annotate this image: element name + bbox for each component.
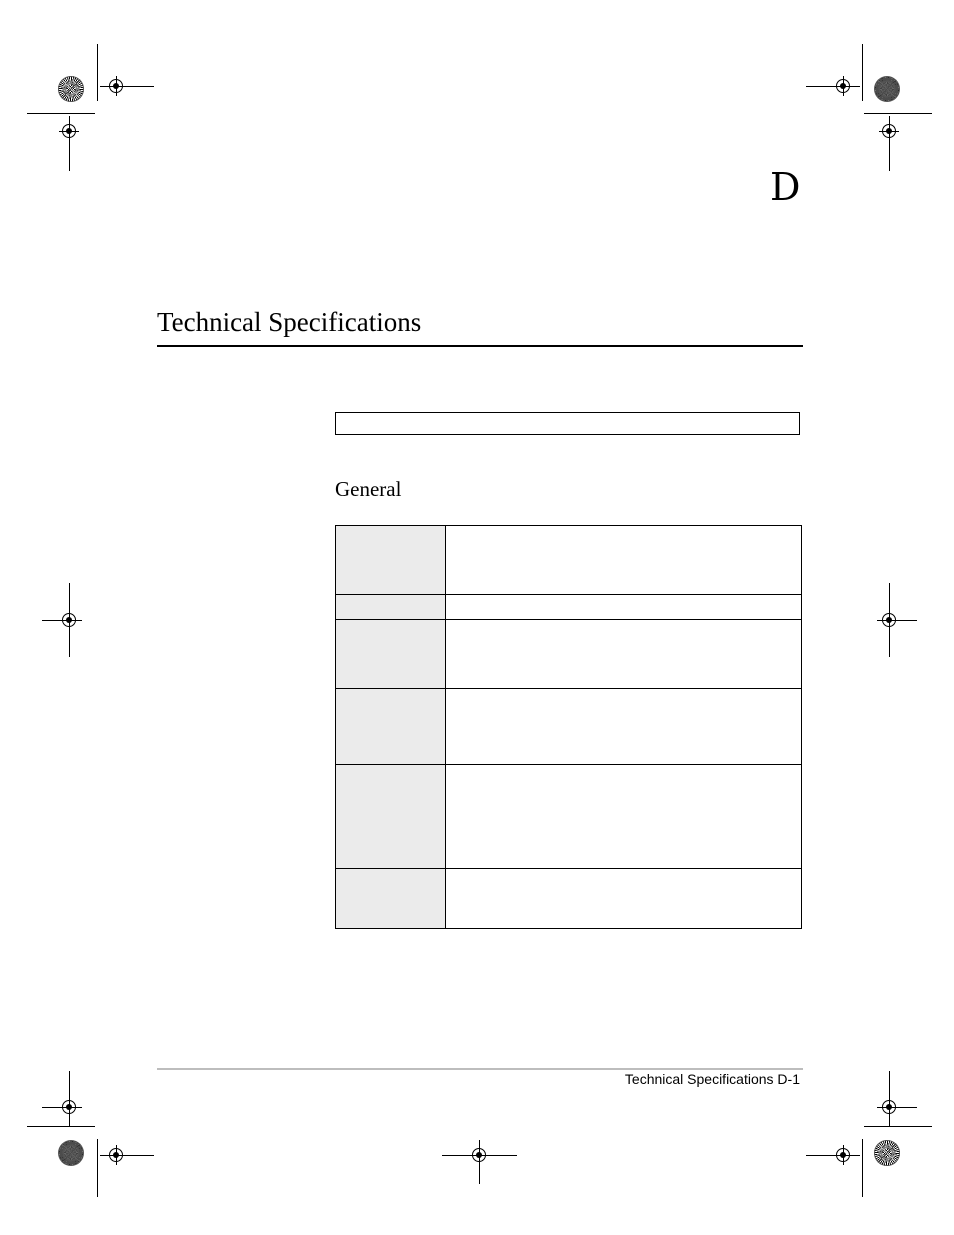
registration-target-icon xyxy=(882,1100,896,1114)
registration-star-icon xyxy=(58,1140,84,1166)
table-row xyxy=(336,620,802,689)
registration-target-icon xyxy=(836,1148,850,1162)
registration-target-icon xyxy=(472,1148,486,1162)
registration-target-icon xyxy=(882,613,896,627)
table-row xyxy=(336,595,802,620)
footer-page-label: Technical Specifications D-1 xyxy=(624,1071,800,1087)
spec-value-cell xyxy=(446,526,802,595)
registration-target-icon xyxy=(62,613,76,627)
crop-line xyxy=(864,1126,932,1127)
spec-value-cell xyxy=(446,595,802,620)
section-heading: General xyxy=(335,477,402,501)
table-row xyxy=(336,526,802,595)
table-row xyxy=(336,869,802,929)
title-rule xyxy=(157,345,803,347)
empty-note-box xyxy=(335,412,800,435)
registration-target-icon xyxy=(882,124,896,138)
registration-target-icon xyxy=(836,79,850,93)
registration-target-icon xyxy=(109,79,123,93)
table-row xyxy=(336,765,802,869)
spec-value-cell xyxy=(446,620,802,689)
spec-label-cell xyxy=(336,869,446,929)
crop-line xyxy=(27,1126,95,1127)
registration-star-icon xyxy=(874,76,900,102)
footer-rule xyxy=(157,1068,803,1070)
registration-target-icon xyxy=(62,1100,76,1114)
registration-star-icon xyxy=(58,76,84,102)
crop-line xyxy=(97,44,98,101)
chapter-title: Technical Specifications xyxy=(157,307,422,337)
spec-label-cell xyxy=(336,765,446,869)
spec-label-cell xyxy=(336,526,446,595)
spec-value-cell xyxy=(446,689,802,765)
spec-label-cell xyxy=(336,595,446,620)
spec-label-cell xyxy=(336,620,446,689)
spec-table xyxy=(335,525,802,929)
registration-target-icon xyxy=(109,1148,123,1162)
spec-label-cell xyxy=(336,689,446,765)
crop-line xyxy=(862,1139,863,1197)
crop-line xyxy=(27,113,95,114)
crop-line xyxy=(97,1139,98,1197)
spec-value-cell xyxy=(446,765,802,869)
crop-line xyxy=(864,113,932,114)
appendix-letter: D xyxy=(770,165,801,209)
crop-line xyxy=(862,44,863,101)
table-row xyxy=(336,689,802,765)
registration-star-icon xyxy=(874,1140,900,1166)
registration-target-icon xyxy=(62,124,76,138)
spec-value-cell xyxy=(446,869,802,929)
